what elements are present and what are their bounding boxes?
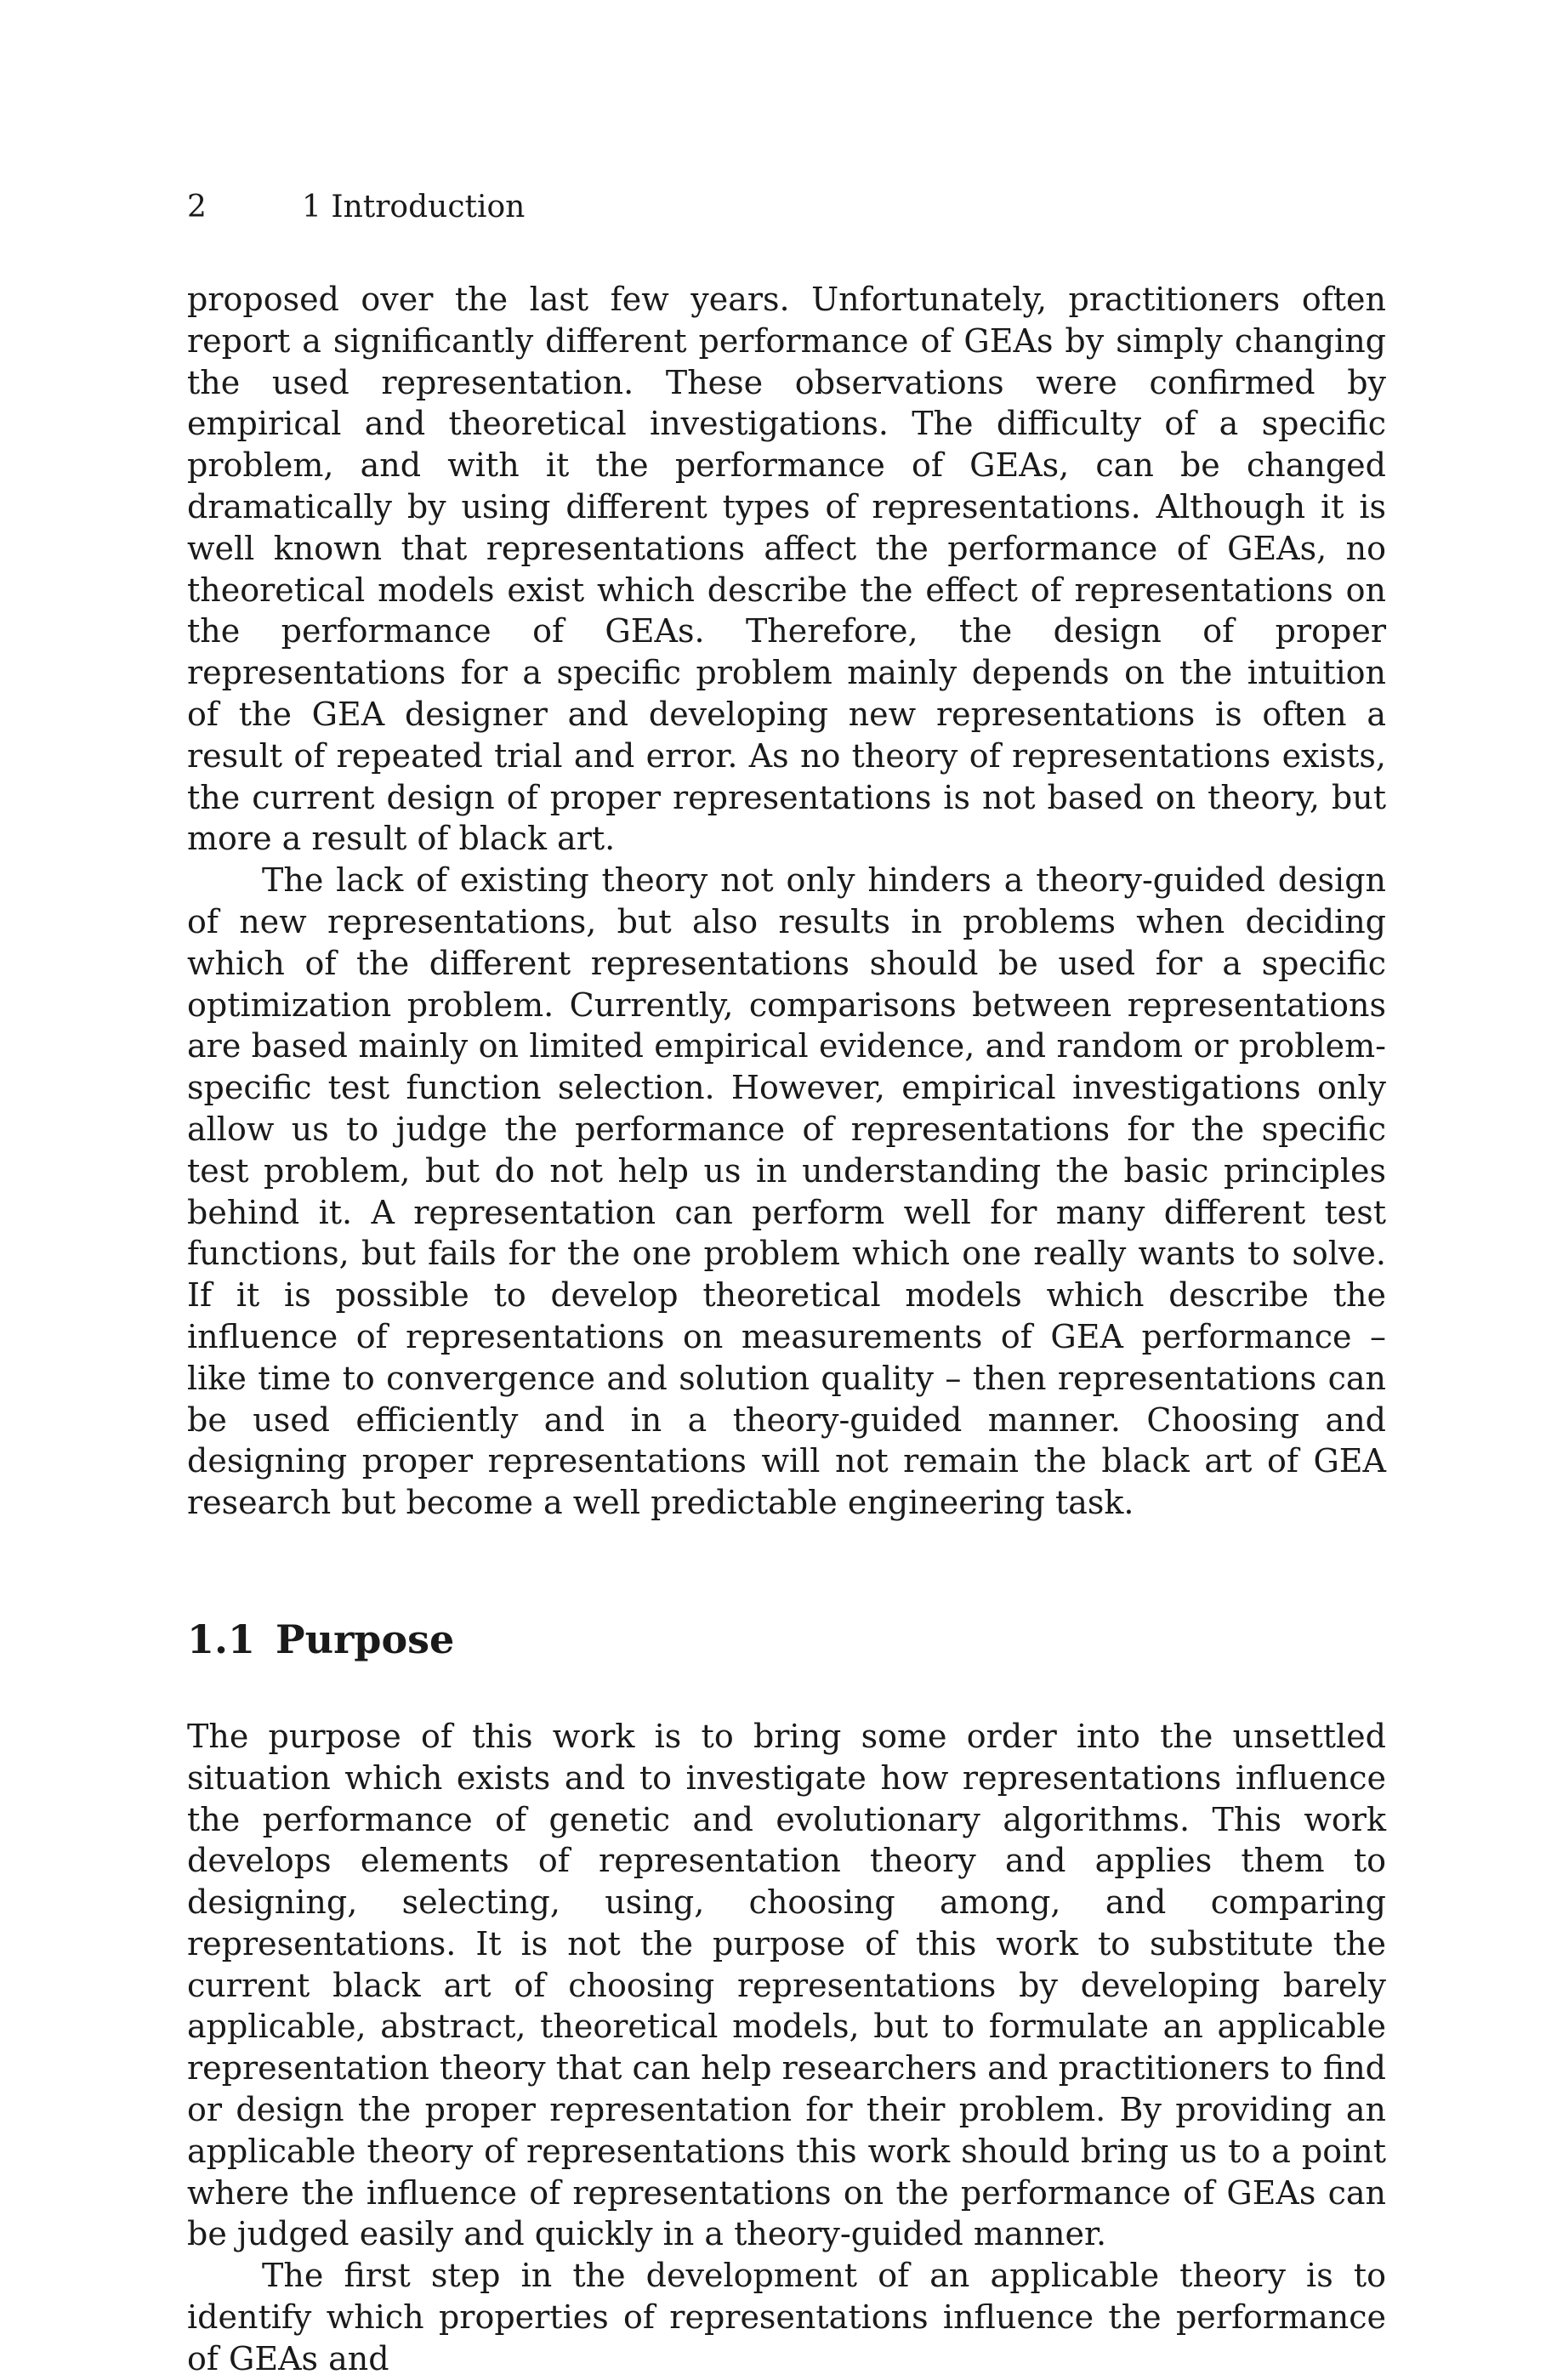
paragraph: proposed over the last few years. Unfortunately, practitioners often report a significantly different performance of GEAs by simply changing the used representation. These observations were confirmed by empirical and theoretical investigations. The difficulty of a specific problem, and with it the performance of GEAs, can be changed dramatically by using different types of representations. Although it is well known that representations affect the performance of GEAs, no theoretical models exist which describe the effect of representations on the performance of GEAs. Therefore, the design of proper representations for a specific problem mainly depends on the intuition of the GEA designer and developing new representations is often a result of repeated trial and error. As no theory of representations exists, the current design of proper representations is not based on theory, but more a result of black art. [187,281,1386,858]
paragraph: The purpose of this work is to bring some order into the unsettled situation which exists and to investigate how representations influence the performance of genetic and evolutionary algorithms. This work develops elements of representation theory and applies them to designing, selecting, using, choosing among, and comparing representations. It is not the purpose of this work to substitute the current black art of choosing representations by developing barely applicable, abstract, theoretical models, but to formulate an applicable representation theory that can help researchers and practitioners to find or design the proper representation for their problem. By providing an applicable theory of representations this work should bring us to a point where the influence of representations on the performance of GEAs can be judged easily and quickly in a theory-guided manner. [187,1717,1386,2253]
paragraph: The lack of existing theory not only hinders a theory-guided design of new representations, but also results in problems when deciding which of the different representations should be used for a specific optimization problem. Currently, comparisons between representations are based mainly on limited empirical evidence, and random or problem-specific test function selection. However, empirical investigations only allow us to judge the performance of representations for the specific test problem, but do not help us in understanding the basic principles behind it. A representation can perform well for many different test functions, but fails for the one problem which one really wants to solve. If it is possible to develop theoretical models which describe the influence of representations on measurements of GEA performance – like time to convergence and solution quality – then representations can be used efficiently and in a theory-guided manner. Choosing and designing proper representations will not remain the black art of GEA research but become a well predictable engineering task. [187,861,1386,1522]
paragraph: The first step in the development of an applicable theory is to identify which properties of representations influence the performance of GEAs and [187,2257,1386,2377]
running-head [187,189,1386,226]
chapter-title: 1 Introduction [302,190,526,224]
book-page [187,189,1386,2380]
page-number: 2 [187,190,207,224]
section-heading [187,1616,1386,1663]
section-title: Purpose [276,1616,455,1662]
section-number: 1.1 [187,1616,256,1662]
